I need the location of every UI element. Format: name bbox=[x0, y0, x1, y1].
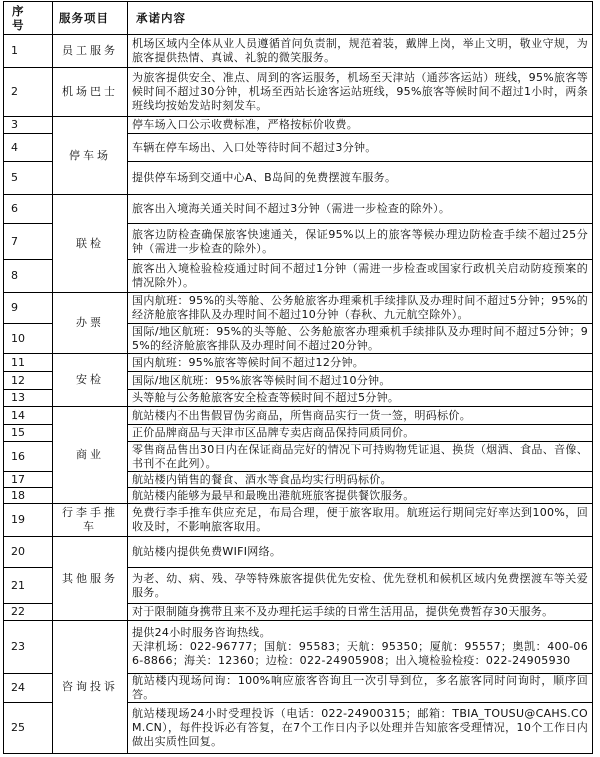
service-item: 咨询投诉 bbox=[53, 621, 128, 754]
service-item: 机场巴士 bbox=[53, 68, 128, 117]
commitment-content: 航站楼内不出售假冒伪劣商品，所售商品实行一货一签，明码标价。 bbox=[128, 407, 593, 425]
table-header-row bbox=[4, 2, 593, 35]
row-number: 20 bbox=[4, 537, 53, 568]
row-number: 3 bbox=[4, 117, 53, 134]
row-number: 18 bbox=[4, 488, 53, 504]
row-number: 11 bbox=[4, 354, 53, 372]
commitment-content: 航站楼内能够为最早和最晚出港航班旅客提供餐饮服务。 bbox=[128, 488, 593, 504]
row-number: 13 bbox=[4, 390, 53, 407]
service-item: 安检 bbox=[53, 354, 128, 407]
commitment-content: 国内航班：95%旅客等候时间不超过12分钟。 bbox=[128, 354, 593, 372]
service-item: 联检 bbox=[53, 195, 128, 293]
commitment-content: 车辆在停车场出、入口处等待时间不超过3分钟。 bbox=[128, 134, 593, 162]
service-item: 行李手推车 bbox=[53, 504, 128, 537]
row-number: 9 bbox=[4, 293, 53, 324]
header-number-label: 序号 bbox=[12, 4, 24, 32]
row-number: 5 bbox=[4, 162, 53, 195]
row-number: 24 bbox=[4, 674, 53, 703]
commitment-content bbox=[128, 621, 593, 674]
commitment-content: 国际/地区航班：95%旅客等候时间不超过10分钟。 bbox=[128, 372, 593, 390]
table-row bbox=[4, 621, 593, 674]
row-number: 19 bbox=[4, 504, 53, 537]
commitment-content: 停车场入口公示收费标准，严格按标价收费。 bbox=[128, 117, 593, 134]
table-row bbox=[4, 195, 593, 224]
commitment-content: 为老、幼、病、残、孕等特殊旅客提供优先安检、优先登机和候机区域内免费摆渡车等关爱服务。 bbox=[128, 568, 593, 604]
commitment-content: 对于限制随身携带且来不及办理托运手续的日常生活用品，提供免费暂存30天服务。 bbox=[128, 604, 593, 621]
commitment-content: 正价品牌商品与天津市区品牌专卖店商品保持同质同价。 bbox=[128, 425, 593, 442]
table-row bbox=[4, 35, 593, 68]
header-service-item: 服务项目 bbox=[53, 2, 128, 35]
commitment-content: 航站楼内现场问询：100%响应旅客咨询且一次引导到位，多名旅客同时问询时，顺序回答。 bbox=[128, 674, 593, 703]
table-row bbox=[4, 68, 593, 117]
service-item: 停车场 bbox=[53, 117, 128, 195]
commitment-content: 国际/地区航班：95%的头等舱、公务舱旅客办理乘机手续排队及办理时间不超过5分钟；95%的经济舱旅客排队及办理时间不超过20分钟。 bbox=[128, 324, 593, 354]
table-row bbox=[4, 407, 593, 425]
service-item: 其他服务 bbox=[53, 537, 128, 621]
commitment-content-line: 天津机场：022-96777；国航：95583；天航：95350；厦航：95557；奥凯：400-066-8866；海关：12360；边检：022-24905908；出入境检验检疫：022-24905930 bbox=[132, 640, 588, 667]
row-number: 17 bbox=[4, 472, 53, 488]
commitment-content: 零售商品售出30日内在保证商品完好的情况下可持购物凭证退、换货（烟酒、食品、音像、书刊不在此列）。 bbox=[128, 442, 593, 472]
commitment-content: 航站楼现场24小时受理投诉（电话：022-24900315；邮箱：TBIA_TOUSU@CAHS.COM.CN），每件投诉必有答复，在7个工作日内予以处理并告知旅客受理情况，10个工作日内做出实质性回复。 bbox=[128, 703, 593, 754]
row-number: 23 bbox=[4, 621, 53, 674]
header-number bbox=[4, 2, 53, 35]
table-row bbox=[4, 504, 593, 537]
commitment-content: 旅客出入境海关通关时间不超过3分钟（需进一步检查的除外）。 bbox=[128, 195, 593, 224]
commitment-content: 旅客边防检查确保旅客快速通关，保证95%以上的旅客等候办理边防检查手续不超过25分钟（需进一步检查的除外）。 bbox=[128, 224, 593, 260]
row-number: 14 bbox=[4, 407, 53, 425]
table-body bbox=[4, 35, 593, 754]
row-number: 10 bbox=[4, 324, 53, 354]
service-item: 员工服务 bbox=[53, 35, 128, 68]
row-number: 4 bbox=[4, 134, 53, 162]
row-number: 1 bbox=[4, 35, 53, 68]
row-number: 2 bbox=[4, 68, 53, 117]
row-number: 21 bbox=[4, 568, 53, 604]
row-number: 22 bbox=[4, 604, 53, 621]
commitment-content: 航站楼内销售的餐食、酒水等食品均实行明码标价。 bbox=[128, 472, 593, 488]
commitment-content: 机场区域内全体从业人员遵循首问负责制，规范着装，戴牌上岗，举止文明，敬业守规，为旅客提供热情、真诚、礼貌的微笑服务。 bbox=[128, 35, 593, 68]
table-row bbox=[4, 354, 593, 372]
row-number: 6 bbox=[4, 195, 53, 224]
commitment-content-line: 提供24小时服务咨询热线。 bbox=[132, 626, 271, 639]
header-commitment-content: 承诺内容 bbox=[128, 2, 593, 35]
table-row bbox=[4, 293, 593, 324]
service-commitment-table bbox=[3, 1, 593, 754]
row-number: 15 bbox=[4, 425, 53, 442]
commitment-content: 免费行李手推车供应充足，布局合理，便于旅客取用。航班运行期间完好率达到100%，回收及时，不影响旅客取用。 bbox=[128, 504, 593, 537]
commitment-content: 国内航班：95%的头等舱、公务舱旅客办理乘机手续排队及办理时间不超过5分钟；95%的经济舱旅客排队及办理时间不超过10分钟（春秋、九元航空除外）。 bbox=[128, 293, 593, 324]
row-number: 25 bbox=[4, 703, 53, 754]
service-item: 商业 bbox=[53, 407, 128, 504]
row-number: 12 bbox=[4, 372, 53, 390]
commitment-content: 提供停车场到交通中心A、B岛间的免费摆渡车服务。 bbox=[128, 162, 593, 195]
table-row bbox=[4, 537, 593, 568]
row-number: 7 bbox=[4, 224, 53, 260]
table-row bbox=[4, 117, 593, 134]
row-number: 8 bbox=[4, 260, 53, 293]
row-number: 16 bbox=[4, 442, 53, 472]
commitment-content: 旅客出入境检验检疫通过时间不超过1分钟（需进一步检查或国家行政机关启动防疫预案的情况除外）。 bbox=[128, 260, 593, 293]
commitment-content: 头等舱与公务舱旅客安全检查等候时间不超过5分钟。 bbox=[128, 390, 593, 407]
commitment-content: 为旅客提供安全、准点、周到的客运服务，机场至天津站（通莎客运站）班线，95%旅客等候时间不超过30分钟，机场至西站长途客运站班线，95%旅客等候时间不超过1小时，两条班线均按始发站时刻发车。 bbox=[128, 68, 593, 117]
commitment-content: 航站楼内提供免费WIFI网络。 bbox=[128, 537, 593, 568]
service-item: 办票 bbox=[53, 293, 128, 354]
